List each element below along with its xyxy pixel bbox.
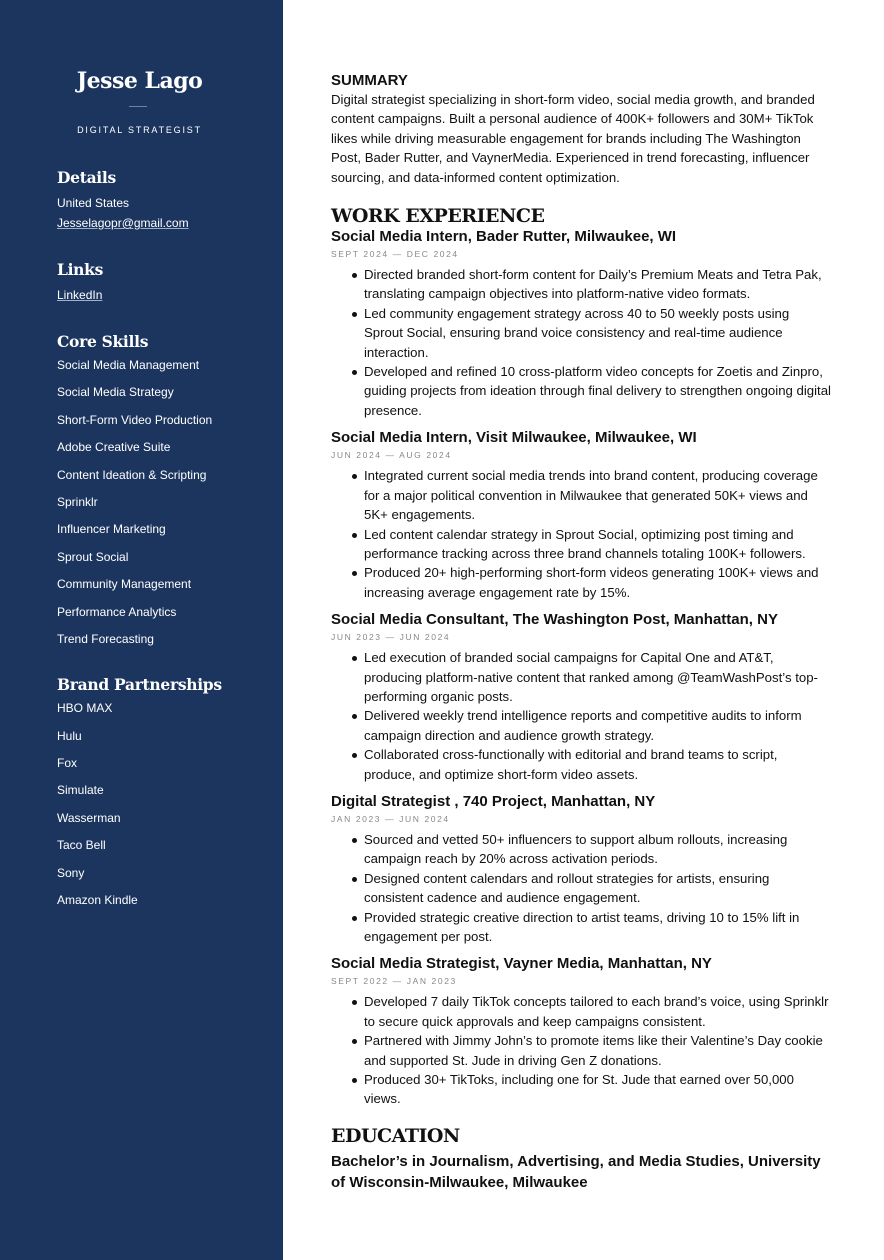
candidate-name: Jesse Lago [76, 68, 203, 94]
job-dates: SEPT 2022 — JAN 2023 [331, 976, 457, 987]
brand-item: Simulate [57, 783, 104, 798]
bullet-item: Collaborated cross-functionally with editorial and brand teams to script, produce, and optimize short-form video assets. [364, 745, 831, 784]
work-heading: WORK EXPERIENCE [331, 205, 545, 228]
brand-item: Fox [57, 756, 78, 771]
email-link[interactable]: Jesselagopr@gmail.com [57, 216, 189, 230]
summary-text: Digital strategist specializing in short-form video, social media growth, and branded content campaigns. Built a personal audience of 400K+ followers and 30M+ TikTok likes while driving measurable engagement for brands including The Washington Post, Bader Rutter, and VaynerMedia. Experienced in trend forecasting, influencer sourcing, and data-informed content optimization. [331, 92, 815, 185]
job-role: DIGITAL STRATEGIST [77, 125, 202, 135]
bullet-item: Developed 7 daily TikTok concepts tailored to each brand’s voice, using Sprinklr to secure quick approvals and keep campaigns consistent. [364, 992, 831, 1031]
skill-item: Influencer Marketing [57, 522, 166, 537]
skills-list [57, 358, 283, 659]
skill-item: Performance Analytics [57, 604, 177, 619]
links-heading: Links [57, 260, 104, 279]
brand-item: Wasserman [57, 810, 121, 825]
skill-item: Adobe Creative Suite [57, 440, 171, 455]
bullet-item: Led execution of branded social campaigns for Capital One and AT&T, producing platform-native content that ranked among @TeamWashPost’s top-performing organic posts. [364, 648, 831, 706]
location: United States [57, 196, 130, 210]
bullet-item: Developed and refined 10 cross-platform video concepts for Zoetis and Zinpro, guiding projects from ideation through final delivery to strengthen ongoing digital presence. [364, 362, 831, 420]
bullet-item: Led content calendar strategy in Sprout Social, optimizing post timing and performance tracking across three brand channels totaling 100K+ followers. [364, 525, 831, 564]
job-entry [331, 792, 831, 946]
job-entry [331, 610, 831, 784]
bullet-item: Sourced and vetted 50+ influencers to support album rollouts, increasing campaign reach by 20% across activation periods. [364, 830, 831, 869]
skill-item: Social Media Management [57, 358, 200, 372]
bullet-item: Partnered with Jimmy John’s to promote items like their Valentine’s Day cookie and supported St. Jude in driving Gen Z donations. [364, 1031, 831, 1070]
job-dates: JUN 2023 — JUN 2024 [331, 632, 451, 643]
job-title: Social Media Consultant, The Washington Post, Manhattan, NY [331, 611, 778, 629]
job-entry [331, 428, 831, 602]
summary-heading: SUMMARY [331, 72, 408, 89]
main-content [331, 0, 831, 1193]
skill-item: Trend Forecasting [57, 631, 154, 646]
brands-heading: Brand Partnerships [57, 675, 222, 695]
skill-item: Short-Form Video Production [57, 412, 213, 427]
bullet-item: Produced 30+ TikToks, including one for St. Jude that earned over 50,000 views. [364, 1070, 831, 1109]
skill-item: Sprinklr [57, 494, 98, 509]
brand-item: Taco Bell [57, 838, 106, 853]
job-entry [331, 227, 831, 420]
job-dates: SEPT 2024 — DEC 2024 [331, 249, 459, 260]
details-heading: Details [57, 168, 116, 187]
brand-item: HBO MAX [57, 701, 113, 716]
job-bullets [364, 830, 831, 946]
job-bullets [364, 466, 831, 602]
divider [129, 106, 147, 107]
job-dates: JAN 2023 — JUN 2024 [331, 813, 450, 824]
job-title: Social Media Intern, Bader Rutter, Milwaukee, WI [331, 228, 677, 246]
brand-item: Sony [57, 865, 85, 880]
bullet-item: Designed content calendars and rollout strategies for artists, ensuring consistent cadence and audience engagement. [364, 869, 831, 908]
linkedin-link[interactable]: LinkedIn [57, 288, 103, 302]
skill-item: Content Ideation & Scripting [57, 467, 207, 482]
skill-item: Sprout Social [57, 549, 129, 564]
job-bullets [364, 265, 831, 420]
bullet-item: Directed branded short-form content for Daily’s Premium Meats and Tetra Pak, translating campaign objectives into platform-native video formats. [364, 265, 831, 304]
brand-item: Hulu [57, 728, 82, 743]
job-title: Social Media Intern, Visit Milwaukee, Milwaukee, WI [331, 429, 697, 447]
jobs-list [331, 227, 831, 1109]
bullet-item: Produced 20+ high-performing short-form videos generating 100K+ views and increasing average engagement rate by 15%. [364, 563, 831, 602]
bullet-item: Provided strategic creative direction to artist teams, driving 10 to 15% lift in engagement per post. [364, 908, 831, 947]
job-title: Social Media Strategist, Vayner Media, Manhattan, NY [331, 955, 712, 973]
job-dates: JUN 2024 — AUG 2024 [331, 450, 452, 461]
job-bullets [364, 648, 831, 784]
job-title: Digital Strategist , 740 Project, Manhattan, NY [331, 792, 656, 810]
job-bullets [364, 992, 831, 1108]
bullet-item: Led community engagement strategy across 40 to 50 weekly posts using Sprout Social, ensuring brand voice consistency and real-time audience interaction. [364, 304, 831, 362]
job-entry [331, 954, 831, 1108]
skill-item: Community Management [57, 577, 192, 592]
brands-list [57, 701, 283, 920]
skills-heading: Core Skills [57, 332, 149, 351]
skill-item: Social Media Strategy [57, 385, 174, 400]
brand-item: Amazon Kindle [57, 893, 138, 908]
education-entry: Bachelor’s in Journalism, Advertising, and Media Studies, University of Wisconsin-Milwaukee, Milwaukee [331, 1152, 821, 1191]
education-heading: EDUCATION [331, 1124, 460, 1147]
bullet-item: Delivered weekly trend intelligence reports and competitive audits to inform campaign direction and audience growth strategy. [364, 706, 831, 745]
sidebar [0, 0, 283, 1260]
bullet-item: Integrated current social media trends into brand content, producing coverage for a major political convention in Milwaukee that generated 50K+ views and 5K+ engagements. [364, 466, 831, 524]
